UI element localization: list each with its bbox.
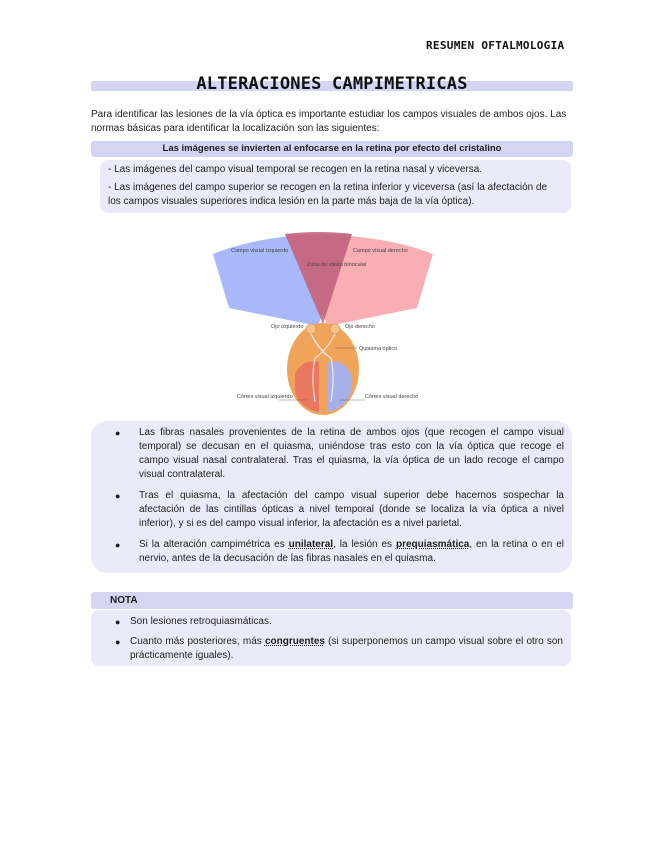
label-left-cortex: Córtex visual izquierdo [237, 394, 293, 400]
right-eye [330, 324, 340, 334]
list-item: ● Cuanto más posteriores, más congruentes (si superponemos un campo visual sobre el otro son prácticamente iguales). [115, 636, 563, 661]
page-title: ALTERACIONES CAMPIMETRICAS [196, 74, 468, 94]
label-chiasm: Quiasma óptico [359, 346, 398, 352]
rule-heading: Las imágenes se invierten al enfocarse en la retina por efecto del cristalino [91, 141, 573, 157]
visual-pathway-figure [207, 226, 437, 422]
head-shape [287, 323, 359, 415]
label-right-cortex: Córtex visual derecho [365, 394, 419, 400]
inversion-rules-box [100, 160, 571, 213]
note-heading: NOTA [91, 592, 573, 609]
label-right-eye: Ojo derecho [345, 324, 375, 330]
label-right-field: Campo visual derecho [353, 248, 408, 254]
keyword-congruentes: congruentes [264, 636, 325, 647]
left-cortex [295, 361, 319, 412]
left-eye [306, 324, 316, 334]
rule-item-superior: - Las imágenes del campo superior se recogen en la retina inferior y viceversa (así la afectación de los campos visuales superiores indica lesión en la parte más baja de la vía óptica). [108, 182, 548, 207]
rule-item-temporal: - Las imágenes del campo visual temporal se recogen en la retina nasal y viceversa. [108, 164, 483, 175]
note-box [91, 610, 571, 666]
document-header: RESUMEN OFTALMOLOGIA [426, 39, 565, 52]
keyword-unilateral: unilateral [288, 539, 334, 550]
list-item: ● Si la alteración campimétrica es unilateral, la lesión es prequiasmática, en la retina o en el nervio, antes de la decusación de las fibras nasales en el quiasma. [115, 539, 564, 564]
bullet-icon: ● [115, 428, 121, 438]
label-left-field: Campo visual izquierdo [231, 248, 289, 254]
keyword-prequiasmatica: prequiasmática [395, 539, 470, 550]
bullet-icon: ● [115, 617, 121, 627]
list-item: ● Las fibras nasales provenientes de la retina de ambos ojos (que recogen el campo visual temporal) se decusan en el quiasma, uniéndose tras esto con la vía óptica que recoge el campo visual nasal contralateral. Tras el quiasma, la vía óptica de un lado recoge el campo visual contralateral. [115, 427, 564, 480]
label-binocular: Zona de visión binocular [307, 262, 367, 268]
intro-paragraph: Para identificar las lesiones de la vía óptica es importante estudiar los campos visuales de ambos ojos. Las normas básicas para identificar la localización son las siguientes: [91, 109, 567, 134]
bullet-icon: ● [115, 637, 121, 647]
bullet-icon: ● [115, 491, 121, 501]
label-left-eye: Ojo izquierdo [271, 324, 304, 330]
visual-pathway-diagram [207, 226, 437, 422]
chiasm-rules-box [91, 421, 572, 573]
list-item: ● Son lesiones retroquiasmáticas. [115, 616, 272, 627]
list-item: ● Tras el quiasma, la afectación del campo visual superior debe hacernos sospechar la afectación de las cintillas ópticas a nivel temporal (donde se localiza la vía óptica a nivel inferior), y si es del campo visual inferior, la afectación es a nivel parietal. [115, 490, 564, 529]
bullet-icon: ● [115, 540, 121, 550]
right-cortex [327, 361, 351, 412]
